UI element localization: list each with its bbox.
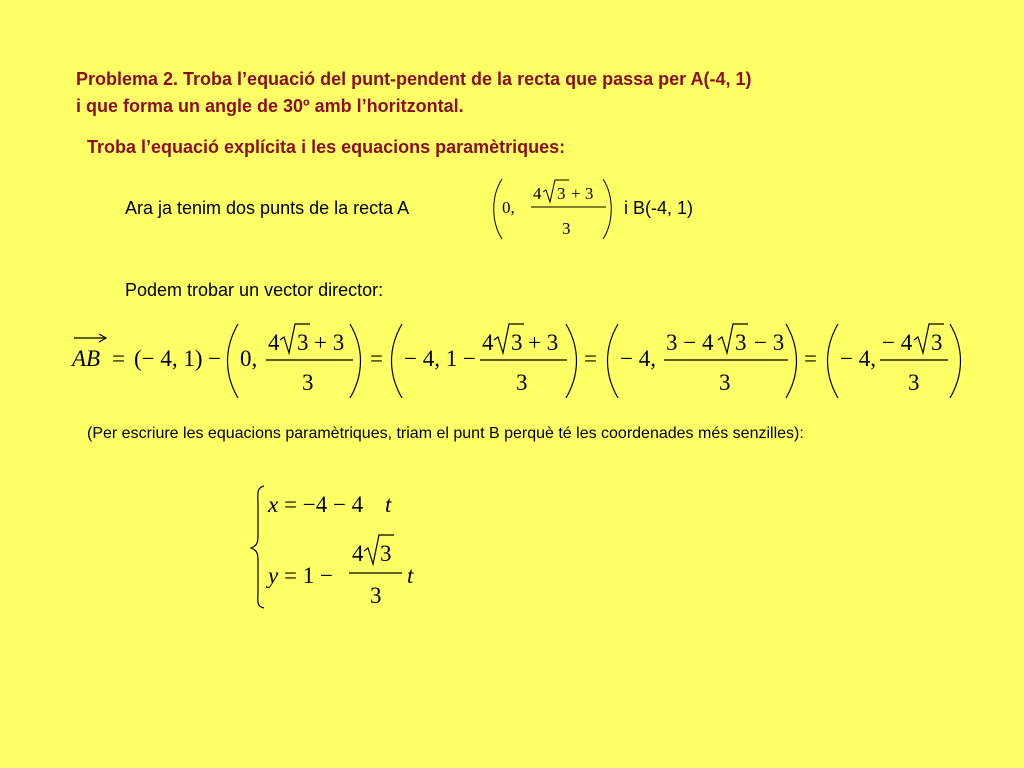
problem-title-line-1: Problema 2. Troba l’equació del punt-pendent de la recta que passa per A(-4, 1): [76, 69, 752, 89]
vector-ab: AB: [72, 346, 101, 371]
point-a-den: 3: [562, 219, 571, 238]
term4-num-pre: − 4: [882, 330, 913, 355]
direction-vector-text: Podem trobar un vector director:: [125, 280, 384, 300]
eq-sign-3: =: [584, 346, 597, 371]
point-a-num-rest: + 3: [571, 184, 594, 203]
term1-right-paren: [350, 324, 361, 398]
vector-equation: [70, 320, 970, 402]
point-a-num-coef: 4: [533, 184, 542, 203]
b-coordinates: (− 4, 1): [134, 346, 203, 371]
system-y-num-coef: 4: [352, 541, 364, 566]
term3-den: 3: [719, 370, 731, 395]
term4-right-paren: [950, 324, 961, 398]
parametric-system: [250, 484, 450, 610]
term1-num-rad: 3: [297, 330, 309, 355]
term3-right-paren: [786, 324, 797, 398]
term4-num-rad: 3: [931, 330, 943, 355]
system-y-var: y: [268, 563, 279, 588]
system-x-rhs: = −4 − 4: [284, 492, 364, 517]
term3-left-paren: [608, 324, 619, 398]
term4-left-paren: [828, 324, 839, 398]
term4-den: 3: [908, 370, 920, 395]
system-x-param: t: [385, 492, 392, 517]
term1-den: 3: [302, 370, 314, 395]
point-a-left-paren: [494, 179, 502, 239]
problem-title-line-2: i que forma un angle de 30º amb l’horitzontal.: [76, 96, 464, 116]
term1-num-coef: 4: [268, 330, 280, 355]
term2-den: 3: [516, 370, 528, 395]
eq-sign-4: =: [804, 346, 817, 371]
system-y-num-rad: 3: [380, 541, 392, 566]
term4-x: − 4,: [840, 346, 876, 371]
system-y-den: 3: [370, 583, 382, 608]
system-y-param: t: [407, 563, 414, 588]
system-y-rhs: = 1 −: [284, 563, 333, 588]
problem-title: [76, 66, 976, 120]
term1-num-rest: + 3: [314, 330, 345, 355]
term2-prefix: − 4, 1 −: [404, 346, 476, 371]
term2-num-rest: + 3: [528, 330, 559, 355]
minus-sign: −: [208, 346, 221, 371]
point-a-right-paren: [603, 179, 611, 239]
point-a-num-rad: 3: [557, 184, 566, 203]
term1-left-paren: [228, 324, 239, 398]
term2-left-paren: [392, 324, 403, 398]
point-a-x: 0,: [502, 198, 515, 217]
term3-num-rad: 3: [735, 330, 747, 355]
term2-num-rad: 3: [511, 330, 523, 355]
two-points-text: Ara ja tenim dos punts de la recta A: [125, 198, 410, 218]
term3-x: − 4,: [620, 346, 656, 371]
term1-x: 0,: [240, 346, 258, 371]
parametric-note: (Per escriure les equacions paramètriques, triam el punt B perquè té les coordenades més senzilles):: [87, 425, 804, 442]
term3-num-rest: − 3: [754, 330, 785, 355]
point-b-text: i B(-4, 1): [624, 198, 694, 218]
eq-sign-1: =: [112, 346, 125, 371]
system-x-var: x: [268, 492, 279, 517]
term2-right-paren: [566, 324, 577, 398]
problem-subtitle: Troba l’equació explícita i les equacions paramètriques:: [87, 137, 566, 157]
eq-sign-2: =: [370, 346, 383, 371]
term3-num-pre: 3 − 4: [666, 330, 714, 355]
term2-num-coef: 4: [482, 330, 494, 355]
system-brace: [251, 486, 264, 608]
point-a-expression: [488, 176, 618, 242]
